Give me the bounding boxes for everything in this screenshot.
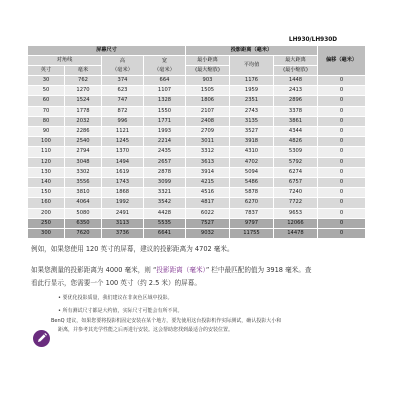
info-pencil-icon <box>33 330 50 347</box>
table-cell: 250 <box>28 218 65 228</box>
table-cell: 1328 <box>144 96 186 106</box>
table-cell: 2032 <box>65 116 102 126</box>
table-cell: 200 <box>28 208 65 218</box>
table-cell: 1448 <box>274 76 318 86</box>
table-cell: 3542 <box>144 198 186 208</box>
table-row <box>28 188 366 198</box>
header-max-zoom: (最小缩放) <box>274 66 318 76</box>
table-row <box>28 96 366 106</box>
table-cell: 1959 <box>230 86 274 96</box>
table-row <box>28 178 366 188</box>
table-cell: 1743 <box>102 178 144 188</box>
table-cell: 0 <box>318 208 366 218</box>
header-diagonal: 对角线 <box>28 56 102 66</box>
table-cell: 2896 <box>274 96 318 106</box>
table-cell: 4826 <box>274 137 318 147</box>
table-row <box>28 167 366 177</box>
header-projection-distance: 投影距离（毫米） <box>186 46 318 56</box>
table-cell: 1550 <box>144 106 186 116</box>
table-cell: 1524 <box>65 96 102 106</box>
table-cell: 3810 <box>65 188 102 198</box>
table-cell: 0 <box>318 116 366 126</box>
table-cell: 1771 <box>144 116 186 126</box>
header-average: 平均值 <box>230 56 274 76</box>
table-cell: 2214 <box>144 137 186 147</box>
table-cell: 2709 <box>186 127 230 137</box>
table-cell: 0 <box>318 127 366 137</box>
table-cell: 120 <box>28 157 65 167</box>
table-cell: 30 <box>28 76 65 86</box>
table-cell: 3556 <box>65 178 102 188</box>
table-cell: 1619 <box>102 167 144 177</box>
table-cell: 6641 <box>144 229 186 239</box>
table-cell: 0 <box>318 76 366 86</box>
table-cell: 1993 <box>144 127 186 137</box>
table-cell: 374 <box>102 76 144 86</box>
table-cell: 9653 <box>274 208 318 218</box>
table-cell: 3527 <box>230 127 274 137</box>
table-row <box>28 137 366 147</box>
table-cell: 4428 <box>144 208 186 218</box>
table-row <box>28 198 366 208</box>
table-cell: 90 <box>28 127 65 137</box>
table-row <box>28 229 366 239</box>
table-cell: 2743 <box>230 106 274 116</box>
example-line-3: 看此行显示，您需要一个 100 英寸（约 2.5 米）的屏幕。 <box>31 279 201 287</box>
table-cell: 4215 <box>186 178 230 188</box>
table-cell: 12066 <box>274 218 318 228</box>
table-cell: 110 <box>28 147 65 157</box>
table-cell: 2107 <box>186 106 230 116</box>
table-cell: 6270 <box>230 198 274 208</box>
table-cell: 11755 <box>230 229 274 239</box>
header-offset: 偏移（毫米） <box>318 46 366 76</box>
table-cell: 623 <box>102 86 144 96</box>
table-cell: 2491 <box>102 208 144 218</box>
table-cell: 0 <box>318 198 366 208</box>
table-cell: 14478 <box>274 229 318 239</box>
table-cell: 903 <box>186 76 230 86</box>
table-cell: 3378 <box>274 106 318 116</box>
table-cell: 6757 <box>274 178 318 188</box>
table-cell: 2413 <box>274 86 318 96</box>
table-cell: 140 <box>28 178 65 188</box>
table-cell: 3135 <box>230 116 274 126</box>
table-cell: 7620 <box>65 229 102 239</box>
table-cell: 130 <box>28 167 65 177</box>
model-title: LH930/LH930D <box>28 36 366 46</box>
table-cell: 3914 <box>186 167 230 177</box>
table-cell: 2408 <box>186 116 230 126</box>
table-cell: 4817 <box>186 198 230 208</box>
highlight-projection-distance: 投影距离（毫米） <box>156 266 206 274</box>
table-cell: 50 <box>28 86 65 96</box>
table-cell: 2435 <box>144 147 186 157</box>
table-cell: 0 <box>318 147 366 157</box>
table-cell: 2286 <box>65 127 102 137</box>
header-height: 高 （毫米） <box>102 56 144 76</box>
table-cell: 5094 <box>230 167 274 177</box>
example-line-1: 例如，如果您使用 120 英寸的屏幕，建议的投影距离为 4702 毫米。 <box>31 245 234 253</box>
table-cell: 0 <box>318 96 366 106</box>
table-cell: 9797 <box>230 218 274 228</box>
table-cell: 664 <box>144 76 186 86</box>
table-cell: 0 <box>318 178 366 188</box>
table-row <box>28 208 366 218</box>
table-cell: 1121 <box>102 127 144 137</box>
table-cell: 3312 <box>186 147 230 157</box>
table-cell: 0 <box>318 137 366 147</box>
table-cell: 5535 <box>144 218 186 228</box>
table-cell: 4516 <box>186 188 230 198</box>
table-cell: 7837 <box>230 208 274 218</box>
table-cell: 5080 <box>65 208 102 218</box>
table-cell: 1992 <box>102 198 144 208</box>
table-cell: 2351 <box>230 96 274 106</box>
table-cell: 2794 <box>65 147 102 157</box>
table-cell: 3736 <box>102 229 144 239</box>
table-cell: 1107 <box>144 86 186 96</box>
table-cell: 762 <box>65 76 102 86</box>
table-cell: 80 <box>28 116 65 126</box>
table-cell: 0 <box>318 229 366 239</box>
table-cell: 9032 <box>186 229 230 239</box>
table-row <box>28 218 366 228</box>
table-cell: 1270 <box>65 86 102 96</box>
table-cell: 5486 <box>230 178 274 188</box>
table-row <box>28 147 366 157</box>
table-cell: 150 <box>28 188 65 198</box>
table-cell: 1505 <box>186 86 230 96</box>
header-width: 宽 （毫米） <box>144 56 186 76</box>
table-cell: 5309 <box>274 147 318 157</box>
table-cell: 5878 <box>230 188 274 198</box>
table-cell: 996 <box>102 116 144 126</box>
table-cell: 3613 <box>186 157 230 167</box>
note-4: 距离，并参考其光学性能之后再进行安装。这会帮助您找到最适合的安装位置。 <box>58 327 234 333</box>
table-cell: 2540 <box>65 137 102 147</box>
table-cell: 70 <box>28 106 65 116</box>
example-line-2: 如果您测量的投影距离为 4000 毫米，则 “投影距离（毫米）” 栏中最匹配的值为 3918 毫米。查 <box>31 266 312 274</box>
table-cell: 4064 <box>65 198 102 208</box>
table-cell: 1245 <box>102 137 144 147</box>
table-cell: 747 <box>102 96 144 106</box>
table-cell: 1868 <box>102 188 144 198</box>
table-cell: 5792 <box>274 157 318 167</box>
table-cell: 300 <box>28 229 65 239</box>
table-cell: 872 <box>102 106 144 116</box>
table-cell: 160 <box>28 198 65 208</box>
note-3: BenQ 建议，如果您要将投影机固定安装在某个地方，要先使用这台投影机作实际测试，确认投影大小和 <box>51 318 282 324</box>
table-cell: 60 <box>28 96 65 106</box>
table-cell: 6274 <box>274 167 318 177</box>
header-mm: 毫米 <box>65 66 102 76</box>
projection-table <box>27 35 366 239</box>
table-cell: 3099 <box>144 178 186 188</box>
table-body <box>28 76 366 239</box>
table-cell: 7527 <box>186 218 230 228</box>
table-cell: 0 <box>318 86 366 96</box>
header-min-zoom: (最大缩放) <box>186 66 230 76</box>
table-cell: 1494 <box>102 157 144 167</box>
table-cell: 3048 <box>65 157 102 167</box>
table-row <box>28 76 366 86</box>
table-cell: 3113 <box>102 218 144 228</box>
note-1: • 要优化投影质量，我们建议在非灰色区域中投影。 <box>58 295 173 301</box>
table-cell: 0 <box>318 167 366 177</box>
table-cell: 6350 <box>65 218 102 228</box>
table-cell: 100 <box>28 137 65 147</box>
table-cell: 0 <box>318 218 366 228</box>
table-row <box>28 127 366 137</box>
table-cell: 6022 <box>186 208 230 218</box>
table-cell: 3861 <box>274 116 318 126</box>
table-cell: 7722 <box>274 198 318 208</box>
table-cell: 0 <box>318 106 366 116</box>
table-row <box>28 157 366 167</box>
table-cell: 3302 <box>65 167 102 177</box>
table-cell: 2657 <box>144 157 186 167</box>
header-min-distance: 最小距离 <box>186 56 230 66</box>
header-screen-size: 屏幕尺寸 <box>28 46 186 56</box>
table-cell: 3918 <box>230 137 274 147</box>
table-cell: 1176 <box>230 76 274 86</box>
table-cell: 3011 <box>186 137 230 147</box>
table-cell: 4702 <box>230 157 274 167</box>
table-cell: 0 <box>318 188 366 198</box>
table-cell: 7240 <box>274 188 318 198</box>
table-row <box>28 106 366 116</box>
table-cell: 4310 <box>230 147 274 157</box>
header-max-distance: 最大距离 <box>274 56 318 66</box>
header-inch: 英寸 <box>28 66 65 76</box>
note-2: • 所有测试尺寸都是大约值，实际尺寸可能会有所不同。 <box>58 308 183 314</box>
table-cell: 1778 <box>65 106 102 116</box>
table-cell: 2878 <box>144 167 186 177</box>
table-cell: 3321 <box>144 188 186 198</box>
table-cell: 1806 <box>186 96 230 106</box>
table-row <box>28 86 366 96</box>
table-cell: 0 <box>318 157 366 167</box>
table-row <box>28 116 366 126</box>
table-cell: 4344 <box>274 127 318 137</box>
table-cell: 1370 <box>102 147 144 157</box>
